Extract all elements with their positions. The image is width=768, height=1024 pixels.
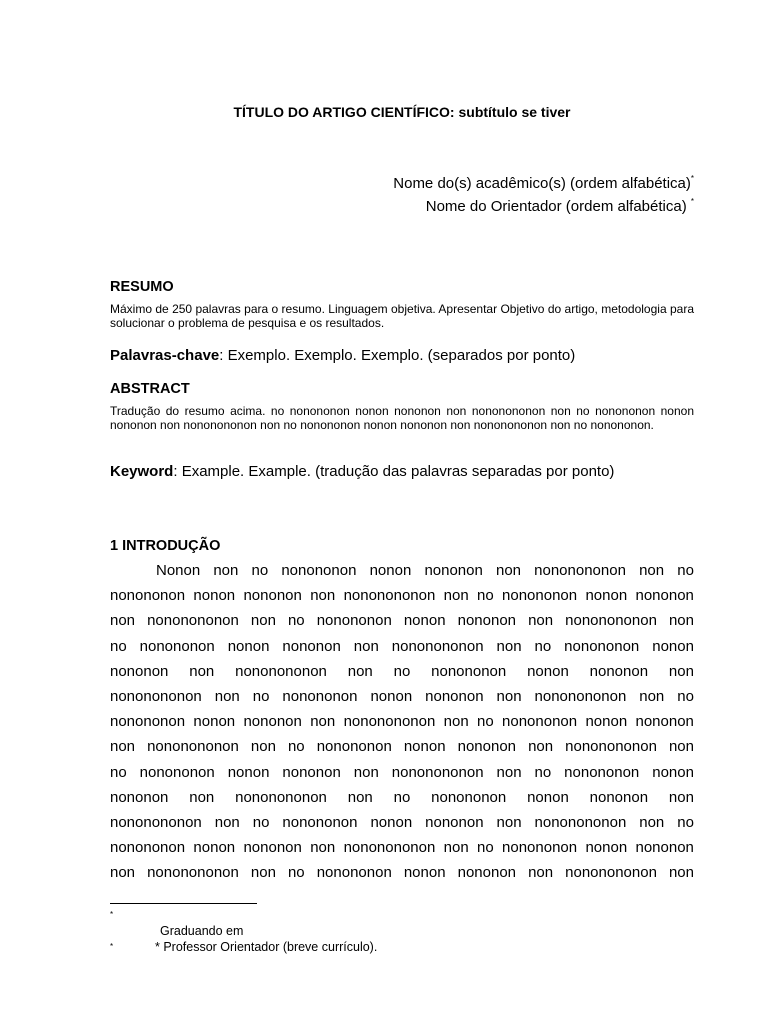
introducao-word: nonon	[403, 612, 446, 630]
introducao-word: nononon	[635, 839, 694, 857]
introducao-line	[110, 583, 694, 608]
introducao-word: non	[310, 587, 336, 605]
introducao-word: nononon	[457, 612, 517, 630]
resumo-text: Máximo de 250 palavras para o resumo. Linguagem objetiva. Apresentar Objetivo do artigo, metodologia para solucionar o problema de pesquisa e os resultados.	[110, 302, 694, 330]
introducao-word: no	[677, 814, 694, 831]
introducao-word: non	[496, 688, 522, 705]
introducao-word: nononon	[110, 662, 169, 680]
introducao-word: non	[214, 814, 240, 831]
introducao-word: nononon	[457, 864, 517, 882]
introducao-word: non	[250, 612, 276, 630]
authors-block	[110, 170, 694, 216]
introducao-word: nonononon	[502, 587, 578, 605]
introducao-line	[110, 608, 694, 633]
introducao-line	[110, 760, 694, 785]
introducao-word: no	[534, 763, 552, 781]
introducao-word: no	[110, 637, 127, 655]
abstract-heading: ABSTRACT	[110, 381, 190, 397]
introducao-word: Nonon	[156, 562, 201, 579]
introducao-word: nonononon	[502, 713, 578, 731]
introducao-word: nononononon	[110, 814, 202, 831]
advisor-name: Nome do Orientador (ordem alfabética)	[425, 198, 687, 215]
introducao-line	[110, 709, 694, 734]
resumo-heading: RESUMO	[110, 279, 174, 295]
introducao-word: nonon	[585, 839, 628, 857]
introducao-word: non	[443, 587, 469, 605]
students-name: Nome do(s) acadêmico(s) (ordem alfabética)	[393, 175, 691, 192]
introducao-word: no	[534, 637, 552, 655]
introducao-word: nonononon	[282, 688, 358, 705]
introducao-word: nononon	[425, 814, 484, 831]
introducao-word: no	[287, 738, 305, 756]
introducao-heading: 1 INTRODUÇÃO	[110, 538, 221, 554]
introducao-line	[110, 835, 694, 860]
introducao-line-words	[110, 785, 694, 810]
introducao-line-words	[110, 583, 694, 608]
introducao-word: nononononon	[391, 637, 484, 655]
introducao-word: nonononon	[316, 864, 392, 882]
introducao-word: non	[214, 688, 240, 705]
introducao-word: nononononon	[565, 738, 657, 756]
introducao-word: nononononon	[343, 839, 436, 857]
introducao-word: nonononon	[564, 637, 640, 655]
introducao-word: nononononon	[235, 788, 327, 806]
introducao-line-words	[110, 760, 694, 785]
introducao-word: nononon	[424, 562, 483, 579]
introducao-word: nononononon	[565, 864, 657, 882]
introducao-word: nonon	[403, 864, 446, 882]
palavras-chave-line	[110, 347, 710, 365]
introducao-word: nononononon	[147, 612, 239, 630]
introducao-word: non	[496, 814, 522, 831]
introducao-word: nononononon	[343, 713, 436, 731]
introducao-word: nononononon	[110, 688, 202, 705]
introducao-word: nonononon	[110, 713, 186, 731]
introducao-word: non	[110, 612, 136, 630]
introducao-line-words	[110, 659, 694, 684]
introducao-line-words	[110, 634, 694, 659]
introducao-word: non	[528, 612, 554, 630]
introducao-word: no	[110, 763, 127, 781]
introducao-line-words	[110, 709, 694, 734]
introducao-word: nononon	[243, 839, 302, 857]
introducao-word: non	[189, 662, 215, 680]
introducao-word: non	[668, 788, 694, 806]
introducao-word: nonononon	[431, 662, 507, 680]
students-line	[110, 170, 694, 193]
introducao-word: nononon	[282, 637, 341, 655]
introducao-word: non	[310, 839, 336, 857]
introducao-word: non	[443, 713, 469, 731]
introducao-word: non	[668, 662, 694, 680]
introducao-line	[110, 634, 694, 659]
introducao-word: nononononon	[343, 587, 436, 605]
introducao-word: nonon	[370, 688, 413, 705]
introducao-line-words	[110, 608, 694, 633]
introducao-word: nonon	[652, 763, 694, 781]
advisor-line	[110, 193, 694, 216]
introducao-word: nononon	[457, 738, 517, 756]
introducao-word: nonon	[527, 788, 569, 806]
introducao-word: non	[639, 688, 665, 705]
students-footnote-mark: *	[690, 174, 694, 183]
introducao-line	[110, 659, 694, 684]
introducao-word: no	[477, 713, 494, 731]
introducao-word: nononononon	[147, 738, 239, 756]
introducao-word: non	[528, 864, 554, 882]
introducao-word: nonon	[193, 713, 236, 731]
introducao-word: non	[213, 562, 239, 579]
footnote-1	[110, 910, 410, 938]
footnote-2-mark: *	[110, 942, 114, 951]
keyword-label: Keyword	[110, 463, 174, 480]
introducao-word: nononon	[589, 788, 649, 806]
introducao-line-words	[110, 734, 694, 759]
introducao-word: nononon	[589, 662, 649, 680]
footnote-2	[110, 940, 430, 958]
introducao-word: nonon	[403, 738, 446, 756]
introducao-word: nonononon	[282, 814, 358, 831]
introducao-word: nonon	[370, 814, 413, 831]
introducao-word: no	[393, 662, 411, 680]
article-title: TÍTULO DO ARTIGO CIENTÍFICO: subtítulo se tiver	[233, 104, 571, 120]
introducao-word: nonononon	[431, 788, 507, 806]
introducao-word: non	[353, 637, 379, 655]
introducao-word: non	[443, 839, 469, 857]
introducao-word: nonononon	[110, 587, 186, 605]
introducao-word: nononon	[282, 763, 341, 781]
introducao-line-words	[110, 684, 694, 709]
introducao-word: nononononon	[534, 814, 627, 831]
introducao-word: non	[496, 763, 522, 781]
introducao-word: nononon	[243, 587, 302, 605]
introducao-word: non	[495, 562, 522, 579]
introducao-word: nononon	[635, 713, 694, 731]
footnote-1-text: Graduando em	[160, 924, 244, 938]
introducao-word: non	[250, 864, 276, 882]
introducao-word: nonononon	[564, 763, 640, 781]
keyword-text: : Example. Example. (tradução das palavras separadas por ponto)	[173, 463, 615, 480]
introducao-word: nononon	[635, 587, 694, 605]
introducao-word: no	[287, 612, 305, 630]
introducao-word: nonon	[193, 587, 236, 605]
introducao-word: nononononon	[147, 864, 239, 882]
abstract-text: Tradução do resumo acima. no nonononon nonon nononon non nononononon non no nonononon nonon nononon non nononononon non no nonononon nonon nononon non nononononon non no nonononon.	[110, 404, 694, 432]
introducao-word: non	[353, 763, 379, 781]
advisor-footnote-mark: *	[690, 197, 694, 206]
introducao-word: non	[347, 662, 373, 680]
introducao-word: nononon	[425, 688, 484, 705]
introducao-word: non	[110, 738, 136, 756]
introducao-word: no	[477, 839, 494, 857]
introducao-word: no	[252, 688, 270, 705]
footnote-1-mark: *	[110, 910, 114, 919]
introducao-word: nononononon	[565, 612, 657, 630]
introducao-word: nonononon	[281, 562, 357, 579]
introducao-line	[110, 684, 694, 709]
introducao-word: nonononon	[110, 839, 186, 857]
introducao-word: non	[189, 788, 215, 806]
footnote-separator	[110, 903, 257, 904]
introducao-word: nonon	[585, 587, 628, 605]
introducao-word: no	[477, 587, 494, 605]
palavras-chave-text: : Exemplo. Exemplo. Exemplo. (separados por ponto)	[219, 347, 576, 364]
introducao-word: nononononon	[534, 562, 626, 579]
footnote-2-text: * Professor Orientador (breve currículo).	[155, 940, 378, 954]
introducao-word: nonon	[193, 839, 236, 857]
introducao-line	[110, 734, 694, 759]
introducao-word: non	[668, 864, 694, 882]
introducao-word: no	[393, 788, 411, 806]
introducao-word: nonononon	[502, 839, 578, 857]
introducao-line-words	[110, 810, 694, 835]
introducao-word: nononononon	[391, 763, 484, 781]
introducao-word: non	[639, 814, 665, 831]
introducao-word: nononononon	[534, 688, 627, 705]
introducao-line	[110, 810, 694, 835]
introducao-word: non	[528, 738, 554, 756]
introducao-line-words	[156, 558, 694, 583]
keyword-line	[110, 463, 710, 481]
introducao-word: no	[251, 562, 269, 579]
introducao-word: nonononon	[139, 637, 215, 655]
introducao-word: no	[252, 814, 270, 831]
introducao-word: no	[677, 688, 694, 705]
palavras-chave-label: Palavras-chave	[110, 347, 220, 364]
introducao-word: nonon	[227, 763, 270, 781]
introducao-word: nonon	[527, 662, 569, 680]
introducao-word: non	[310, 713, 336, 731]
introducao-word: non	[668, 612, 694, 630]
introducao-word: nonononon	[316, 738, 392, 756]
introducao-word: nononon	[243, 713, 302, 731]
introducao-word: nononononon	[235, 662, 327, 680]
introducao-word: non	[110, 864, 136, 882]
introducao-word: non	[250, 738, 276, 756]
introducao-word: non	[496, 637, 522, 655]
introducao-word: no	[677, 562, 694, 579]
introducao-word: nonon	[652, 637, 694, 655]
introducao-word: no	[287, 864, 305, 882]
introducao-line-words	[110, 835, 694, 860]
introducao-word: non	[668, 738, 694, 756]
introducao-word: nonononon	[316, 612, 392, 630]
introducao-word: nonon	[227, 637, 270, 655]
introducao-word: non	[639, 562, 665, 579]
introducao-word: nononon	[110, 788, 169, 806]
introducao-word: nonon	[369, 562, 412, 579]
introducao-line	[110, 558, 694, 583]
introducao-line	[110, 860, 694, 885]
introducao-line-words	[110, 860, 694, 885]
introducao-line	[110, 785, 694, 810]
introducao-word: nonononon	[139, 763, 215, 781]
introducao-word: nonon	[585, 713, 628, 731]
introducao-word: non	[347, 788, 373, 806]
